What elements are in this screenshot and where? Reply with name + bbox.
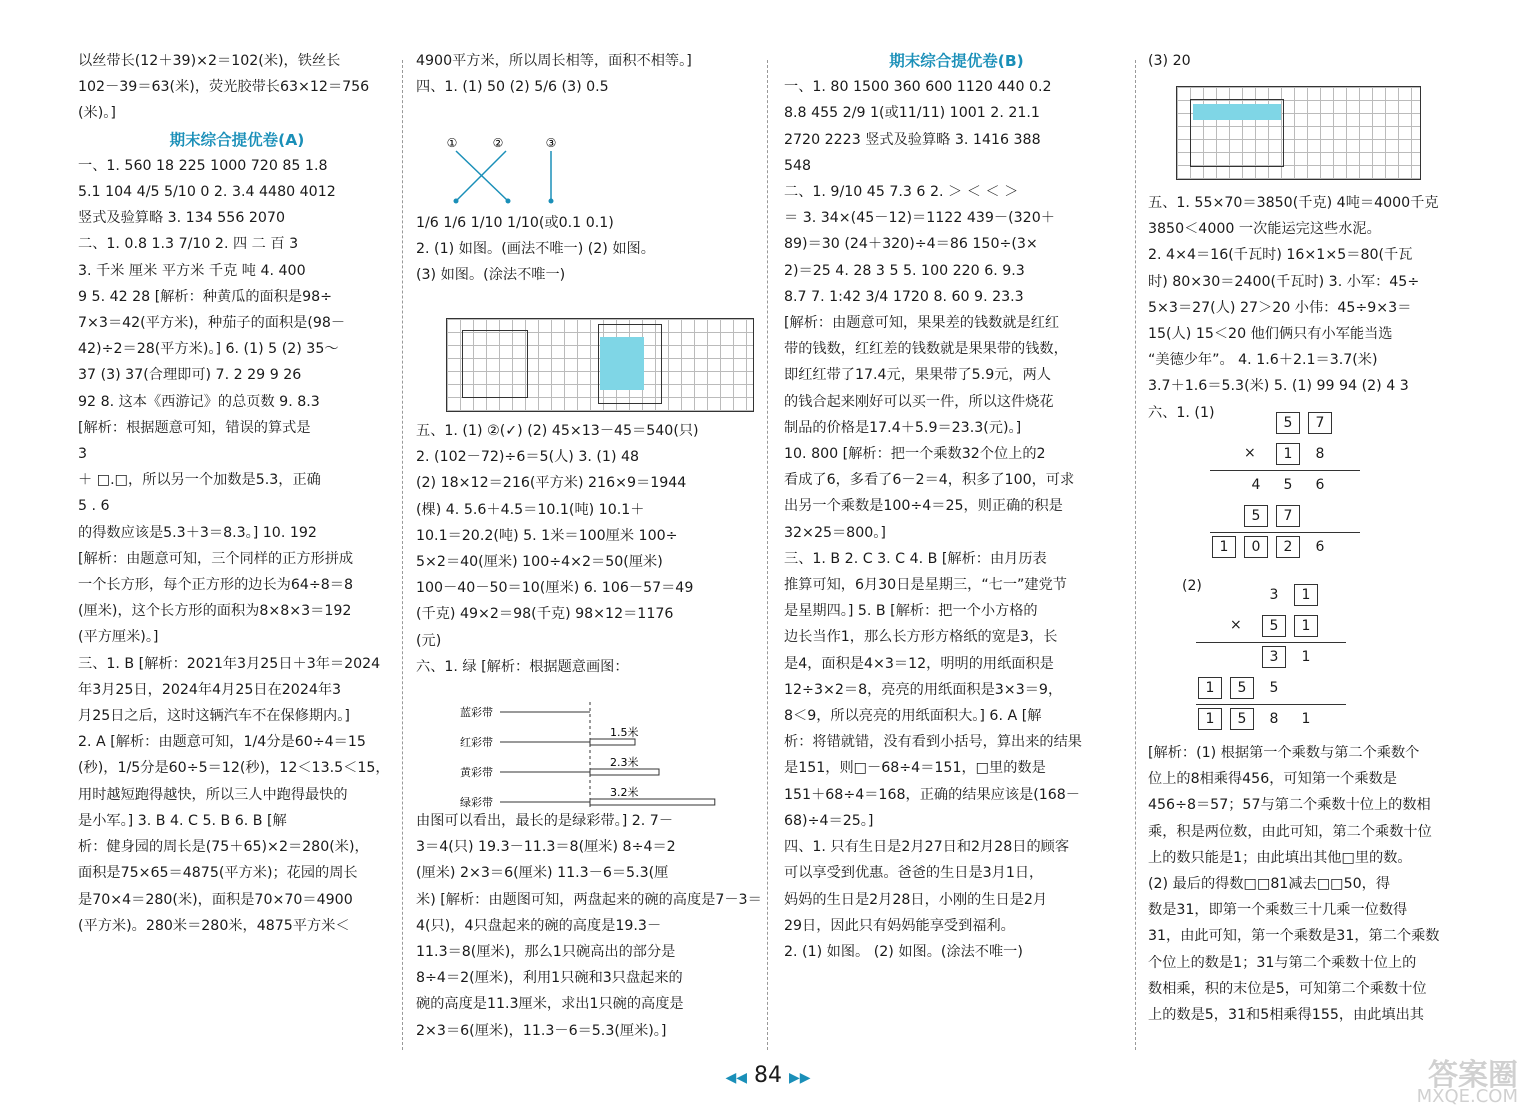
column-2 bbox=[416, 48, 761, 100]
answer-line: 12÷3×2＝8，亮亮的用纸面积是3×3＝9， bbox=[784, 681, 1063, 698]
ribbon-mark: 3.2米 bbox=[610, 786, 639, 799]
answer-line: 看成了6，多看了6－2＝4，积多了100，可求 bbox=[784, 472, 1075, 489]
answer-line: (平方厘米)。] bbox=[78, 629, 159, 646]
digit-box: 1 bbox=[1294, 615, 1318, 637]
answer-line: 是4，面积是4×3＝12，明明的用纸面积是 bbox=[784, 655, 1054, 672]
answer-line: 数相乘，积的末位是5，可知第二个乘数十位 bbox=[1148, 980, 1427, 997]
answer-line: 一、1. 560 18 225 1000 720 85 1.8 bbox=[78, 157, 328, 174]
answer-line: 米) [解析：由题图可知，两盘起来的碗的高度是7－3＝ bbox=[416, 891, 762, 908]
multiply-sign: × bbox=[1244, 445, 1256, 461]
answer-line: 4(只)，4只盘起来的碗的高度是19.3－ bbox=[416, 917, 662, 934]
ribbon-label: 黄彩带 bbox=[460, 766, 493, 779]
drawn-rectangle bbox=[1190, 99, 1284, 167]
dot bbox=[549, 199, 554, 204]
answer-line: “美德少年”。 4. 1.6＋2.1＝3.7(米) bbox=[1148, 352, 1378, 369]
answer-line: (棵) 4. 5.6＋4.5＝10.1(吨) 10.1＋ bbox=[416, 501, 645, 518]
answer-line: 是星期四。] 5. B [解析：把一个小方格的 bbox=[784, 603, 1038, 620]
ribbon-label: 红彩带 bbox=[460, 736, 493, 749]
answer-line: 11.3＝8(厘米)，那么1只碗高出的部分是 bbox=[416, 944, 676, 961]
prev-arrows-icon: ◀◀ bbox=[725, 1070, 747, 1086]
answer-line: 二、1. 0.8 1.3 7/10 2. 四 二 百 3 bbox=[78, 236, 299, 253]
answer-line: (秒)，1/5分是60÷5＝12(秒)，12＜13.5＜15， bbox=[78, 760, 390, 777]
digit: 5 bbox=[1269, 680, 1279, 696]
digit-box: 2 bbox=[1276, 536, 1300, 558]
answer-line: 三、1. B 2. C 3. C 4. B [解析：由月历表 bbox=[784, 550, 1047, 567]
column-divider bbox=[767, 60, 768, 1050]
answer-line: 即红红带了17.4元，果果带了5.9元，两人 bbox=[784, 367, 1051, 384]
answer-line: 由图可以看出，最长的是绿彩带。] 2. 7－ bbox=[416, 813, 674, 829]
answer-line: ＝ 3. 34×(45－12)＝1122 439－(320＋ bbox=[784, 210, 1055, 227]
answer-line: 推算可知，6月30日是星期三，“七一”建党节 bbox=[784, 577, 1067, 594]
answer-line: (3) 如图。(涂法不唯一) bbox=[416, 267, 566, 284]
answer-line: 7×3＝42(平方米)，种茄子的面积是(98－ bbox=[78, 315, 346, 332]
answer-line: 一、1. 80 1500 360 600 1120 440 0.2 bbox=[784, 79, 1052, 96]
ribbon-label: 绿彩带 bbox=[460, 796, 493, 809]
ribbon-extension bbox=[590, 769, 659, 775]
digit: 4 bbox=[1251, 477, 1261, 493]
answer-line: 竖式及验算略 3. 134 556 2070 bbox=[78, 210, 285, 227]
digit-box: 5 bbox=[1262, 615, 1286, 637]
answer-line: 用时越短跑得越快，所以三人中跑得最快的 bbox=[78, 786, 348, 803]
answer-line: [解析：由题意可知，三个同样的正方形拼成 bbox=[78, 550, 354, 567]
column-4 bbox=[1148, 190, 1508, 426]
page-number: 84 bbox=[754, 1063, 782, 1088]
answer-line: (厘米) 2×3＝6(厘米) 11.3－6＝5.3(厘 bbox=[416, 865, 669, 882]
column-4-top bbox=[1148, 48, 1191, 74]
digit: 8 bbox=[1269, 711, 1279, 727]
digit-box: 1 bbox=[1198, 677, 1222, 699]
answer-line: (元) bbox=[416, 632, 442, 649]
answer-line: 五、1. 55×70＝3850(千克) 4吨＝4000千克 bbox=[1148, 195, 1439, 211]
digit-box: 5 bbox=[1276, 412, 1300, 434]
answer-line: 数是31，即第一个乘数三十几乘一位数得 bbox=[1148, 902, 1408, 919]
answer-line: 四、1. 只有生日是2月27日和2月28日的顾客 bbox=[784, 839, 1070, 856]
answer-line: 以丝带长(12＋39)×2＝102(米)，铁丝长 bbox=[78, 53, 341, 69]
answer-line: 2)＝25 4. 28 3 5 5. 100 220 6. 9.3 bbox=[784, 262, 1025, 279]
drawn-rectangle bbox=[462, 330, 528, 398]
digit: 6 bbox=[1315, 539, 1325, 555]
calc-rule bbox=[1196, 704, 1346, 705]
answer-line: 个位上的数是1；31与第二个乘数十位上的 bbox=[1148, 954, 1417, 971]
matching-diagram bbox=[440, 135, 560, 210]
column-divider bbox=[1135, 60, 1136, 1050]
answer-line: 上的数是5，31和5相乘得155，由此填出其 bbox=[1148, 1007, 1424, 1024]
answer-line: 是小军。] 3. B 4. C 5. B 6. B [解 bbox=[78, 812, 287, 829]
answer-line: 5.1 104 4/5 5/10 0 2. 3.4 4480 4012 bbox=[78, 184, 336, 201]
answer-line: 3.7＋1.6＝5.3(米) 5. (1) 99 94 (2) 4 3 bbox=[1148, 378, 1409, 395]
answer-line: 四、1. (1) 50 (2) 5/6 (3) 0.5 bbox=[416, 79, 609, 96]
answer-line: 8.7 7. 1:42 3/4 1720 8. 60 9. 23.3 bbox=[784, 288, 1024, 305]
multiply-sign: × bbox=[1230, 617, 1242, 633]
answer-line: 102－39＝63(米)，荧光胶带长63×12＝756 bbox=[78, 79, 370, 96]
calc-rule bbox=[1210, 470, 1360, 471]
digit: 8 bbox=[1315, 446, 1325, 462]
dot bbox=[454, 199, 459, 204]
answer-line: 的钱合起来刚好可以买一件，所以这件烧花 bbox=[784, 393, 1054, 410]
digit-box: 5 bbox=[1244, 505, 1268, 527]
answer-line: 4900平方米，所以周长相等，面积不相等。] bbox=[416, 53, 692, 69]
answer-line: 带的钱数，红红差的钱数就是果果带的钱数， bbox=[784, 341, 1068, 358]
answer-line: 2. (102－72)÷6＝5(人) 3. (1) 48 bbox=[416, 449, 640, 466]
answer-line: (厘米)，这个长方形的面积为8×8×3＝192 bbox=[78, 603, 352, 620]
digit-box: 5 bbox=[1230, 708, 1254, 730]
watermark-url: MXQE.COM bbox=[1416, 1086, 1518, 1107]
answer-line: 三、1. B [解析：2021年3月25日＋3年＝2024 bbox=[78, 655, 381, 672]
answer-line: [解析：(1) 根据第一个乘数与第二个乘数个 bbox=[1148, 745, 1420, 761]
answer-line: 31，由此可知，第一个乘数是31，第二个乘数 bbox=[1148, 928, 1440, 945]
answer-line: 可以享受到优惠。爸爸的生日是3月1日， bbox=[784, 865, 1044, 882]
answer-line: 六、1. (1) bbox=[1148, 404, 1215, 421]
answer-line: 制品的价格是17.4＋5.9＝23.3(元)。] bbox=[784, 419, 1022, 436]
digit-box: 1 bbox=[1276, 443, 1300, 465]
answer-line: 边长当作1，那么长方形方格纸的宽是3，长 bbox=[784, 629, 1058, 646]
answer-line: 析：健身园的周长是(75＋65)×2＝280(米)， bbox=[78, 839, 369, 856]
answer-line: (3) 20 bbox=[1148, 53, 1191, 69]
answer-line: (千克) 49×2＝98(千克) 98×12＝1176 bbox=[416, 606, 674, 623]
answer-line: ＋ □.□，所以另一个加数是5.3，正确 bbox=[78, 472, 321, 489]
answer-line: 8＜9，所以亮亮的用纸面积大。] 6. A [解 bbox=[784, 708, 1042, 725]
answer-line: (2) 18×12＝216(平方米) 216×9＝1944 bbox=[416, 475, 687, 492]
answer-line: 3＝4(只) 19.3－11.3＝8(厘米) 8÷4＝2 bbox=[416, 839, 676, 856]
answer-line: 10.1＝20.2(吨) 5. 1米＝100厘米 100÷ bbox=[416, 527, 678, 544]
digit-box: 1 bbox=[1212, 536, 1236, 558]
dot bbox=[506, 199, 511, 204]
answer-line: 乘，积是两位数，由此可知，第二个乘数十位 bbox=[1148, 823, 1432, 840]
circle-2-label: ② bbox=[492, 136, 504, 150]
answer-line: 二、1. 9/10 45 7.3 6 2. ＞ ＜ ＜ ＞ bbox=[784, 184, 1019, 201]
answer-line: 位上的8相乘得456，可知第一个乘数是 bbox=[1148, 771, 1397, 788]
answer-line: [解析：根据题意可知，错误的算式是 bbox=[78, 419, 311, 436]
digit: 1 bbox=[1301, 711, 1311, 727]
calc-rule bbox=[1210, 532, 1360, 533]
circle-3-label: ③ bbox=[545, 136, 557, 150]
ribbon-mark: 1.5米 bbox=[610, 726, 639, 739]
section-heading: 期末综合提优卷(B) bbox=[889, 52, 1024, 70]
answer-line: 六、1. 绿 [解析：根据题意画图： bbox=[416, 658, 629, 675]
digit: 5 bbox=[1283, 477, 1293, 493]
answer-line: 10. 800 [解析：把一个乘数32个位上的2 bbox=[784, 446, 1046, 463]
answer-line: 68)÷4＝25。] bbox=[784, 812, 874, 829]
answer-line: 是70×4＝280(米)，面积是70×70＝4900 bbox=[78, 891, 353, 908]
answer-line: 8.8 455 2/9 1(或11/11) 1001 2. 21.1 bbox=[784, 105, 1040, 122]
answer-line: 3 bbox=[78, 446, 88, 463]
page-footer bbox=[0, 1063, 1536, 1088]
column-1 bbox=[78, 48, 396, 939]
answer-line: 32×25＝800。] bbox=[784, 524, 886, 541]
column-divider bbox=[402, 60, 403, 1050]
answer-line: 8÷4＝2(厘米)，利用1只碗和3只盘起来的 bbox=[416, 970, 683, 987]
answer-line: 3. 千米 厘米 平方米 千克 吨 4. 400 bbox=[78, 262, 306, 279]
calc-rule bbox=[1196, 642, 1346, 643]
answer-line: 月25日之后，这时这辆汽车不在保修期内。] bbox=[78, 708, 350, 725]
answer-line: 5 . 6 bbox=[78, 498, 110, 515]
answer-line: 的得数应该是5.3＋3＝8.3。] 10. 192 bbox=[78, 524, 317, 541]
answer-line: 89)＝30 (24＋320)÷4＝86 150÷(3× bbox=[784, 236, 1038, 253]
answer-line: 548 bbox=[784, 157, 812, 174]
ribbon-extension bbox=[590, 739, 635, 745]
digit-box: 0 bbox=[1244, 536, 1268, 558]
digit: 3 bbox=[1269, 587, 1279, 603]
answer-line: 五、1. (1) ②(✓) (2) 45×13－45＝540(只) bbox=[416, 423, 699, 439]
digit-box: 1 bbox=[1294, 584, 1318, 606]
answer-line: 5×3＝27(人) 27＞20 小伟：45÷9×3＝ bbox=[1148, 299, 1412, 316]
answer-line: 2720 2223 竖式及验算略 3. 1416 388 bbox=[784, 131, 1041, 148]
digit-box: 3 bbox=[1262, 646, 1286, 668]
answer-line: 2. (1) 如图。(画法不唯一) (2) 如图。 bbox=[416, 241, 655, 258]
ribbon-extension bbox=[590, 799, 715, 805]
answer-line: 100－40－50＝10(厘米) 6. 106－57＝49 bbox=[416, 580, 694, 597]
digit-box: 7 bbox=[1276, 505, 1300, 527]
answer-line: 2. A [解析：由题意可知，1/4分是60÷4＝15 bbox=[78, 734, 366, 751]
answer-line: 时) 80×30＝2400(千瓦时) 3. 小军：45÷ bbox=[1148, 273, 1420, 290]
answer-line: 37 (3) 37(合理即可) 7. 2 29 9 26 bbox=[78, 367, 302, 384]
ribbon-label: 蓝彩带 bbox=[460, 706, 493, 719]
calc-2-label: (2) bbox=[1182, 578, 1202, 594]
next-arrows-icon: ▶▶ bbox=[789, 1070, 811, 1086]
answer-line: 析：将错就错，没有看到小括号，算出来的结果 bbox=[784, 734, 1082, 751]
column-2-cont3 bbox=[416, 808, 761, 1044]
answer-line: 92 8. 这本《西游记》的总页数 9. 8.3 bbox=[78, 393, 320, 410]
drawn-square bbox=[598, 324, 662, 404]
digit-box: 5 bbox=[1230, 677, 1254, 699]
digit-box: 7 bbox=[1308, 412, 1332, 434]
vertical-multiplication-2 bbox=[1206, 584, 1346, 744]
answer-line: 2. (1) 如图。 (2) 如图。(涂法不唯一) bbox=[784, 943, 1023, 960]
column-3 bbox=[784, 48, 1129, 965]
answer-line: 3850＜4000 一次能运完这些水泥。 bbox=[1148, 221, 1381, 238]
digit: 6 bbox=[1315, 477, 1325, 493]
answer-line: 5×2＝40(厘米) 100÷4×2＝50(厘米) bbox=[416, 554, 663, 571]
answer-line: 年3月25日，2024年4月25日在2024年3 bbox=[78, 681, 342, 698]
answer-line: 1/6 1/6 1/10 1/10(或0.1 0.1) bbox=[416, 215, 614, 231]
answer-line: 2. 4×4＝16(千瓦时) 16×1×5＝80(千瓦 bbox=[1148, 247, 1413, 264]
answer-line: (米)。] bbox=[78, 105, 116, 122]
watermark-logo: 答案圈 bbox=[1428, 1058, 1518, 1093]
section-heading: 期末综合提优卷(A) bbox=[169, 130, 305, 149]
answer-line: 是151，则□－68÷4＝151，□里的数是 bbox=[784, 760, 1046, 777]
answer-line: 456÷8＝57；57与第二个乘数十位上的数相 bbox=[1148, 797, 1431, 814]
answer-line: 妈妈的生日是2月28日，小刚的生日是2月 bbox=[784, 891, 1048, 908]
answer-line: 一个长方形，每个正方形的边长为64÷8＝8 bbox=[78, 577, 353, 594]
answer-line: 15(人) 15＜20 他们俩只有小军能当选 bbox=[1148, 326, 1393, 343]
column-2-cont2 bbox=[416, 418, 761, 680]
answer-line: 151＋68÷4＝168，正确的结果应该是(168－ bbox=[784, 786, 1080, 803]
answer-line: 9 5. 42 28 [解析：种黄瓜的面积是98÷ bbox=[78, 288, 333, 305]
answer-line: 2×3＝6(厘米)，11.3－6＝5.3(厘米)。] bbox=[416, 1022, 667, 1039]
answer-line: (2) 最后的得数□□81减去□□50，得 bbox=[1148, 876, 1391, 893]
answer-line: (平方米)。280米＝280米，4875平方米＜ bbox=[78, 917, 350, 934]
answer-line: 42)÷2＝28(平方米)。] 6. (1) 5 (2) 35～ bbox=[78, 341, 339, 358]
ribbon-mark: 2.3米 bbox=[610, 756, 639, 769]
column-4-analysis bbox=[1148, 740, 1508, 1028]
vertical-multiplication-1 bbox=[1220, 412, 1360, 572]
answer-line: 面积是75×65＝4875(平方米)；花园的周长 bbox=[78, 865, 358, 882]
answer-line: [解析：由题意可知，果果差的钱数就是红红 bbox=[784, 315, 1060, 332]
circle-1-label: ① bbox=[446, 136, 458, 150]
digit-box: 1 bbox=[1198, 708, 1222, 730]
answer-line: 上的数只能是1；由此填出其他□里的数。 bbox=[1148, 849, 1412, 866]
digit: 1 bbox=[1301, 649, 1311, 665]
answer-line: 碗的高度是11.3厘米，求出1只碗的高度是 bbox=[416, 996, 684, 1013]
answer-line: 29日，因此只有妈妈能享受到福利。 bbox=[784, 917, 1015, 934]
column-2-cont bbox=[416, 210, 761, 289]
answer-line: 出另一个乘数是100÷4＝25，则正确的积是 bbox=[784, 498, 1063, 515]
